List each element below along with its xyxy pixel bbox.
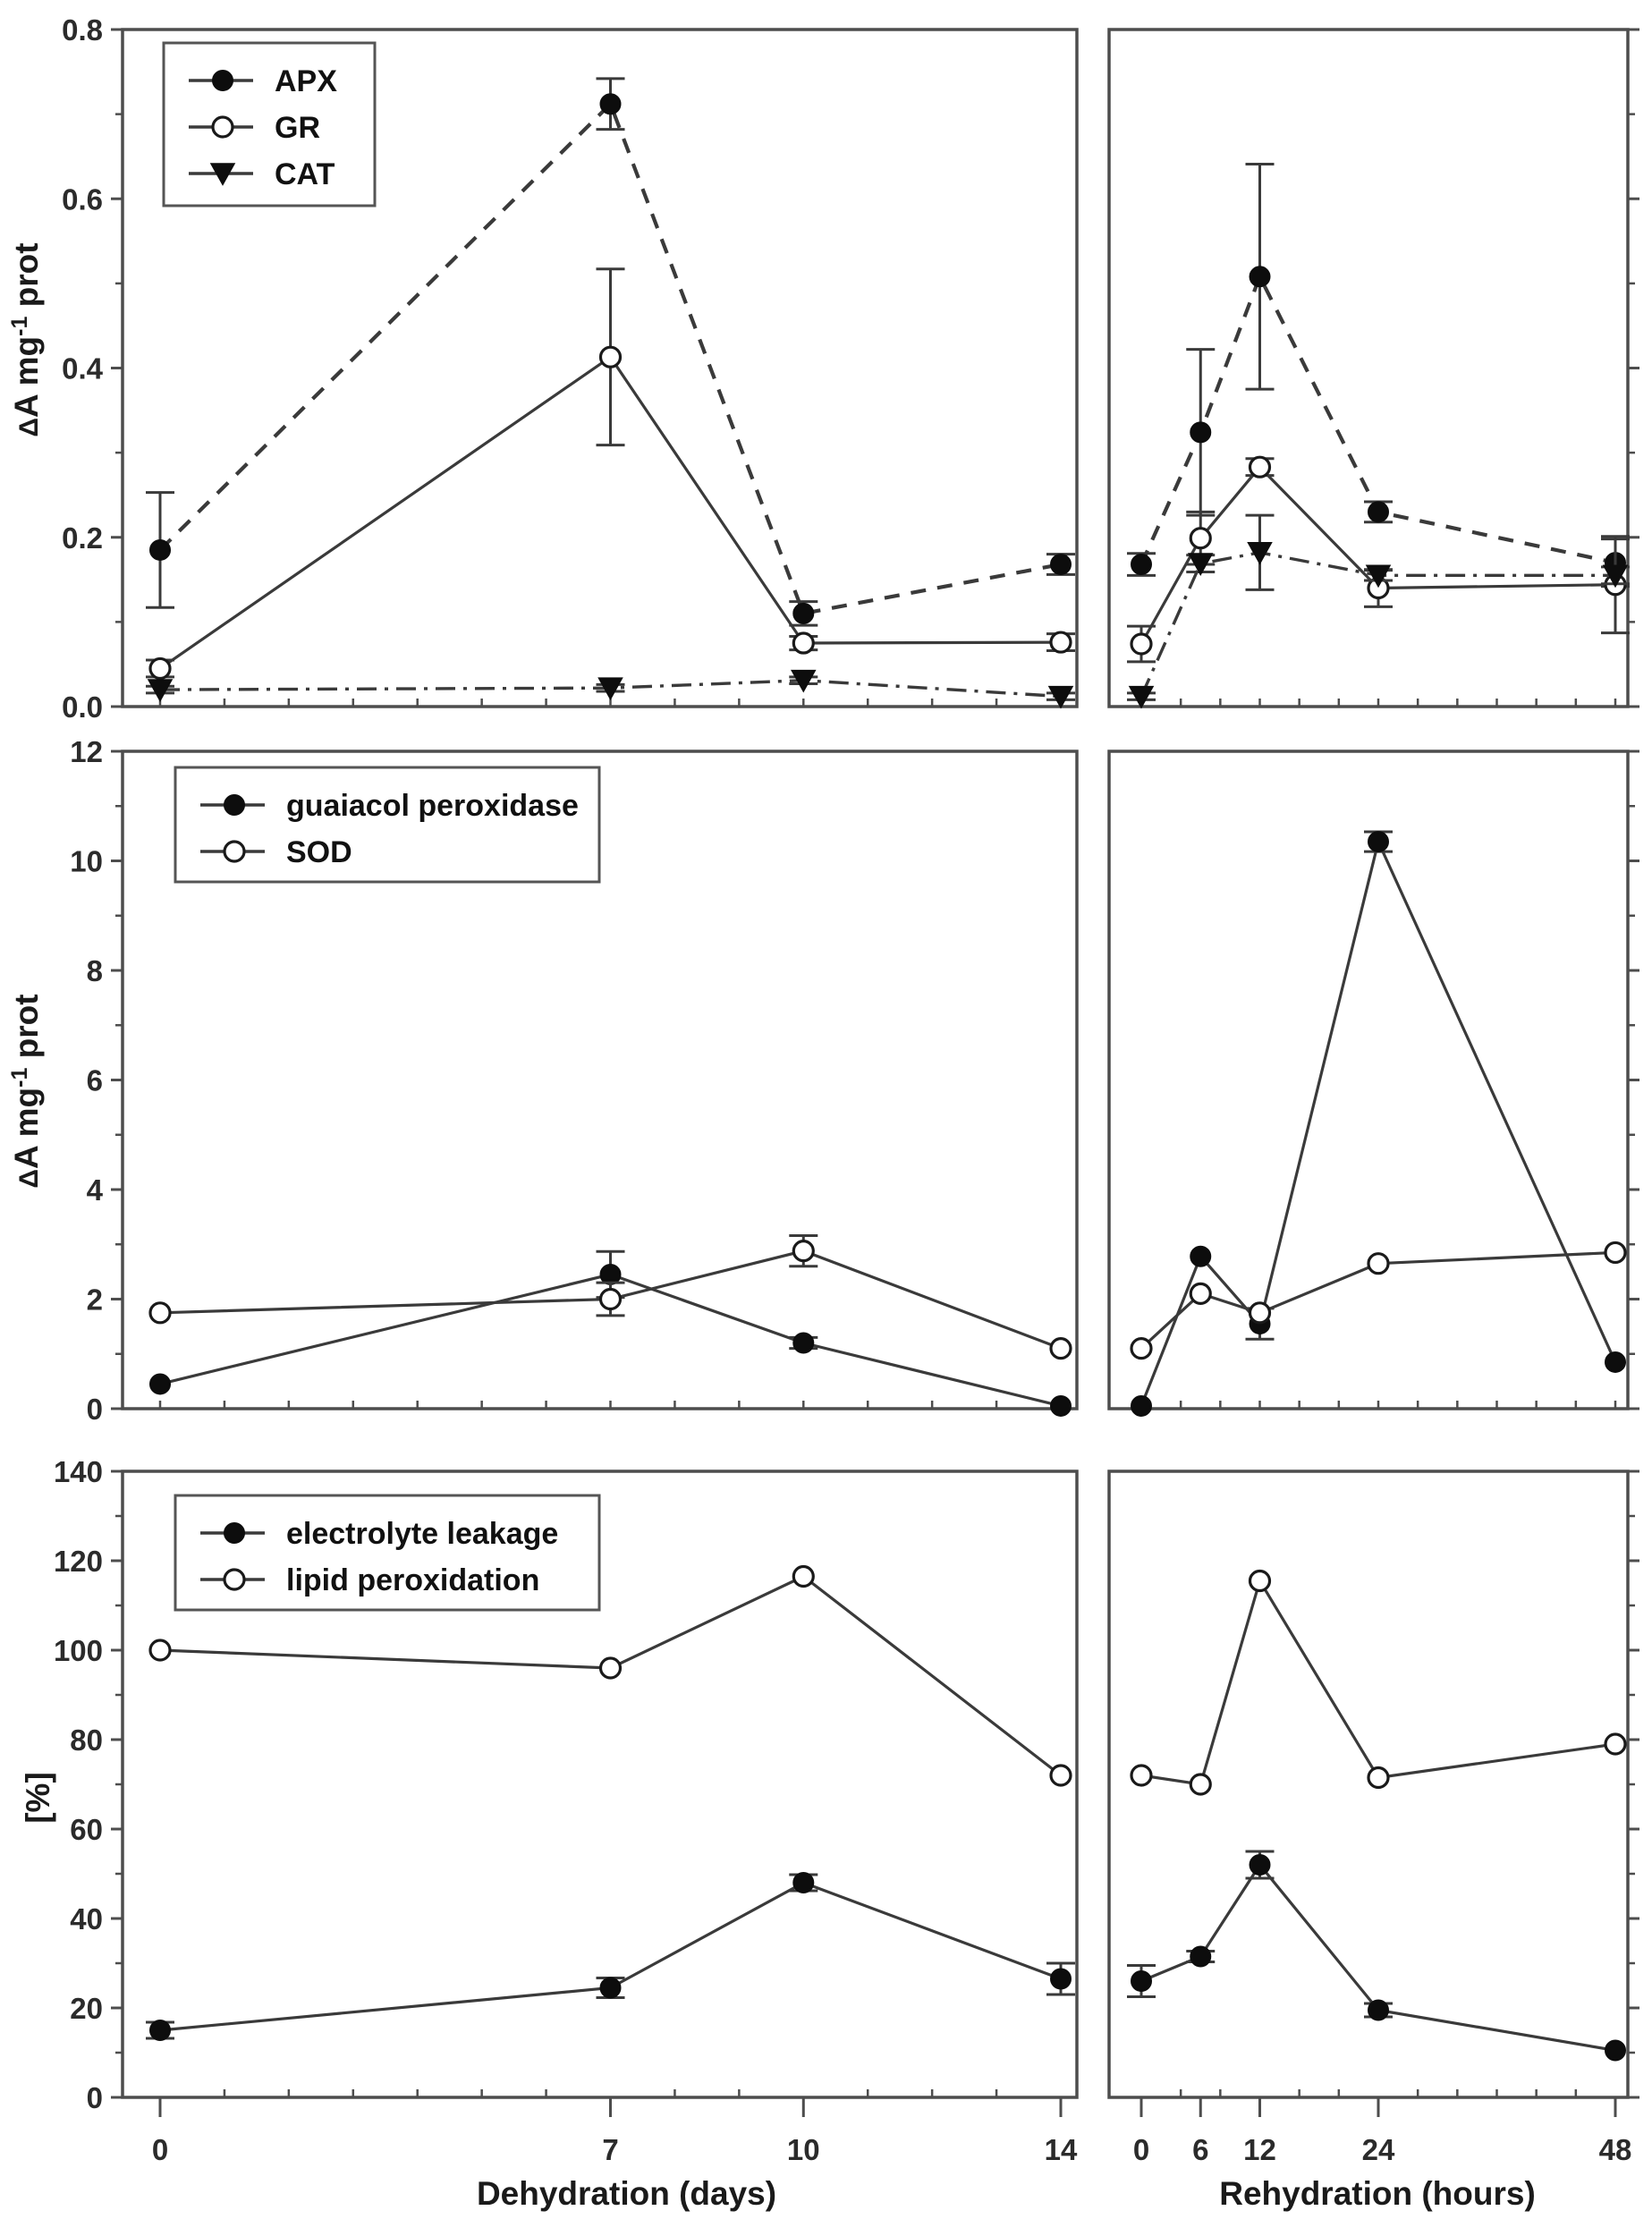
y-tick-label: 12 xyxy=(70,735,103,768)
data-point-open-circle xyxy=(1190,1774,1210,1794)
x-tick-label: 0 xyxy=(1132,2133,1150,2166)
data-point-filled-circle xyxy=(1605,1352,1625,1372)
data-point-open-circle xyxy=(1131,634,1151,654)
data-point-open-circle xyxy=(225,842,244,861)
data-point-open-circle xyxy=(793,1241,813,1261)
y-tick-label: 8 xyxy=(86,954,103,987)
panel-bottom-right xyxy=(1109,1471,1639,2166)
x-axis-label-left: Dehydration (days) xyxy=(476,2175,777,2212)
data-point-filled-circle xyxy=(1051,1969,1071,1989)
data-point-filled-circle xyxy=(601,1978,621,1998)
legend-label: lipid peroxidation xyxy=(286,1563,540,1597)
y-tick-label: 0.0 xyxy=(62,690,103,724)
series-line-electrolyte-leakage xyxy=(1141,1865,1615,2051)
data-point-filled-circle xyxy=(150,540,170,560)
legend-panel1 xyxy=(164,43,375,206)
y-tick-label: 100 xyxy=(53,1634,103,1667)
data-point-open-circle xyxy=(213,117,233,137)
x-axis-label-right: Rehydration (hours) xyxy=(1219,2175,1536,2212)
legend-panel2 xyxy=(175,767,599,882)
y-tick-label: 140 xyxy=(53,1455,103,1488)
data-point-open-circle xyxy=(793,633,813,653)
data-point-open-circle xyxy=(1368,1768,1388,1788)
data-point-filled-circle xyxy=(150,2020,170,2040)
data-point-filled-circle xyxy=(793,1334,813,1353)
data-point-open-circle xyxy=(1605,1734,1625,1754)
data-point-filled-circle xyxy=(793,1873,813,1893)
x-tick-label: 24 xyxy=(1361,2133,1395,2166)
data-point-open-circle xyxy=(150,658,170,678)
data-point-filled-circle xyxy=(1190,422,1210,442)
y-tick-label: 20 xyxy=(70,1992,103,2025)
data-point-open-circle xyxy=(1131,1339,1151,1359)
data-point-filled-circle xyxy=(793,604,813,623)
y-tick-label: 6 xyxy=(86,1063,103,1097)
y-tick-label: 0.6 xyxy=(62,182,103,216)
data-point-open-circle xyxy=(225,1570,244,1589)
data-point-open-circle xyxy=(1051,632,1071,652)
data-point-open-circle xyxy=(150,1640,170,1660)
plot-frame xyxy=(1109,30,1628,707)
data-point-open-circle xyxy=(601,1290,621,1309)
y-tick-label: 60 xyxy=(70,1813,103,1846)
data-point-filled-circle xyxy=(1131,555,1151,574)
data-point-filled-circle xyxy=(1131,1971,1151,1991)
data-point-open-circle xyxy=(1605,1242,1625,1262)
y-tick-label: 0.2 xyxy=(62,521,103,555)
y-axis-label-panel1: ΔA $mg^{-1}$ prot xyxy=(7,242,45,437)
legend-label: APX xyxy=(275,64,337,98)
data-point-filled-circle xyxy=(1368,502,1388,521)
data-point-filled-circle xyxy=(213,71,233,90)
data-point-open-circle xyxy=(1368,1254,1388,1274)
y-tick-label: 0 xyxy=(86,2081,103,2114)
data-point-open-circle xyxy=(1190,529,1210,548)
x-tick-label: 7 xyxy=(602,2133,619,2166)
data-point-open-circle xyxy=(1051,1339,1071,1359)
series-line-electrolyte-leakage xyxy=(160,1883,1061,2030)
data-point-filled-circle xyxy=(225,1523,244,1543)
legend-label: electrolyte leakage xyxy=(286,1517,559,1551)
x-tick-label: 48 xyxy=(1598,2133,1632,2166)
y-axis-label-panel3: [%] xyxy=(20,1772,56,1824)
data-point-filled-circle xyxy=(1605,2041,1625,2061)
series-line-guaiacol-peroxidase xyxy=(1141,842,1615,1406)
y-tick-label: 120 xyxy=(53,1545,103,1578)
legend-box xyxy=(175,767,599,882)
data-point-filled-circle xyxy=(601,94,621,114)
data-point-open-circle xyxy=(601,1658,621,1678)
data-point-filled-circle xyxy=(1131,1396,1151,1416)
series-line-lipid-peroxidation xyxy=(1141,1581,1615,1785)
data-point-filled-circle xyxy=(1250,267,1270,286)
legend-label: SOD xyxy=(286,835,352,869)
data-point-open-circle xyxy=(601,347,621,367)
plot-frame xyxy=(1109,751,1628,1409)
y-tick-label: 80 xyxy=(70,1724,103,1757)
x-tick-label: 12 xyxy=(1243,2133,1276,2166)
data-point-filled-circle xyxy=(1051,1396,1071,1416)
y-tick-label: 4 xyxy=(86,1173,103,1207)
legend-label: GR xyxy=(275,111,320,145)
y-tick-label: 40 xyxy=(70,1902,103,1935)
y-tick-label: 10 xyxy=(70,844,103,878)
legend-box xyxy=(164,43,375,206)
y-tick-label: 2 xyxy=(86,1283,103,1317)
data-point-filled-circle xyxy=(1250,1855,1270,1875)
legend-label: CAT xyxy=(275,157,335,191)
panel-middle-right xyxy=(1109,751,1639,1416)
legend-label: guaiacol peroxidase xyxy=(286,789,579,823)
data-point-filled-circle xyxy=(1190,1947,1210,1967)
data-point-open-circle xyxy=(793,1567,813,1587)
data-point-open-circle xyxy=(1250,457,1270,477)
x-tick-label: 0 xyxy=(151,2133,169,2166)
data-point-open-circle xyxy=(1131,1766,1151,1785)
data-point-open-circle xyxy=(1051,1766,1071,1785)
data-point-filled-circle xyxy=(1368,2001,1388,2020)
panel-top-right xyxy=(1109,30,1639,707)
y-axis-label-panel2: ΔA $mg^{-1}$ prot xyxy=(7,994,45,1189)
x-tick-label: 14 xyxy=(1044,2133,1078,2166)
data-point-open-circle xyxy=(1250,1571,1270,1591)
data-point-filled-circle xyxy=(1051,555,1071,574)
data-point-filled-circle xyxy=(150,1374,170,1393)
data-point-open-circle xyxy=(1190,1283,1210,1303)
data-point-open-circle xyxy=(1250,1303,1270,1323)
legend-panel3 xyxy=(175,1495,599,1610)
y-tick-label: 0.4 xyxy=(62,351,103,385)
data-point-filled-circle xyxy=(1190,1247,1210,1266)
x-tick-label: 10 xyxy=(786,2133,820,2166)
data-point-filled-circle xyxy=(1368,832,1388,851)
data-point-filled-triangle xyxy=(1049,687,1072,707)
data-point-filled-circle xyxy=(225,795,244,815)
data-point-open-circle xyxy=(150,1303,170,1323)
y-tick-label: 0.8 xyxy=(62,13,103,47)
x-tick-label: 6 xyxy=(1192,2133,1209,2166)
y-tick-label: 0 xyxy=(86,1393,103,1426)
data-point-filled-triangle xyxy=(1130,687,1153,707)
